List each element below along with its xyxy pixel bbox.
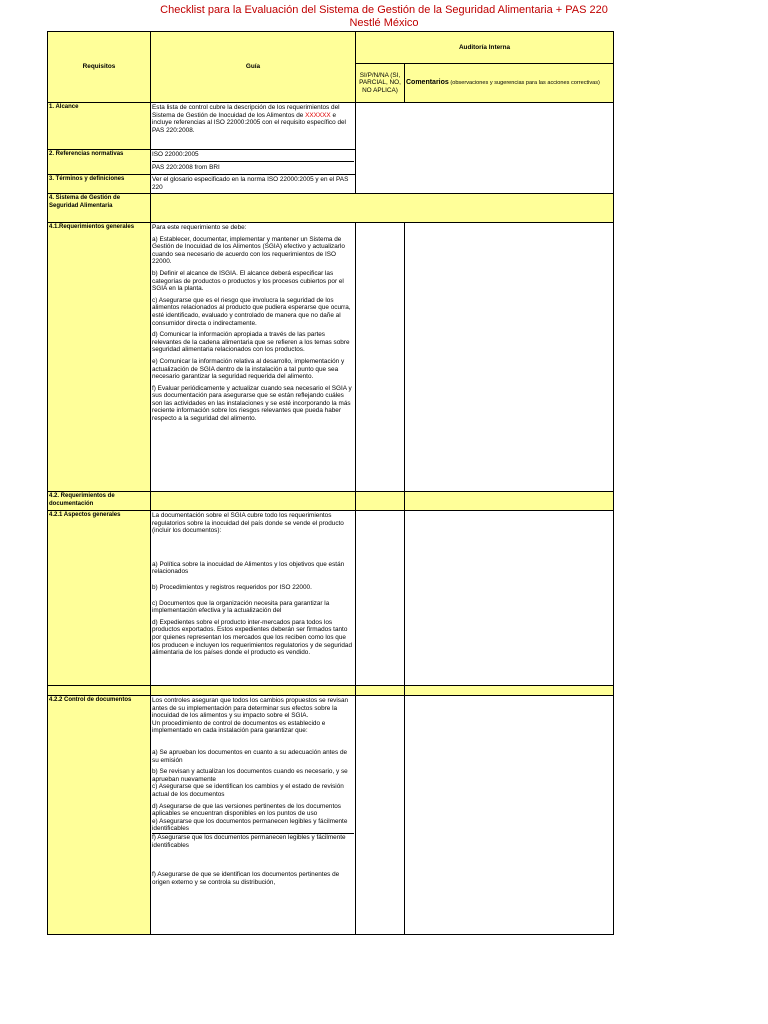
req-sistema: 4. Sistema de Gestión de Seguridad Alimentaria xyxy=(48,194,151,223)
req-control: 4.2.2 Control de documentos xyxy=(48,696,151,935)
comments-aspectos[interactable] xyxy=(405,511,614,686)
header-guia: Guía xyxy=(151,32,356,103)
guide-referencias xyxy=(151,150,356,175)
aspectos-spacer-comments xyxy=(405,686,614,696)
ref-pas: PAS 220:2008 from BRI xyxy=(152,163,220,171)
guide-control-d: d) Asegurarse de que las versiones pertinentes de los documentos aplicables se encuentran disponibles en los puntos de uso xyxy=(152,802,341,818)
guide-terminos: Ver el glosario especificado en la norma ISO 22000:2005 y en el PAS 220 xyxy=(151,175,356,194)
guide-control xyxy=(151,696,356,935)
ref-iso: ISO 22000:2005 xyxy=(152,151,354,162)
documentacion-band xyxy=(151,492,356,511)
req-terminos: 3. Términos y definiciones xyxy=(48,175,151,194)
req-alcance: 1. Alcance xyxy=(48,103,151,150)
comentarios-note: (observaciones y sugerencias para las acciones correctivas) xyxy=(448,79,600,86)
guide-control-b: b) Se revisan y actualizan los documentos cuando es necesario, y se aprueban nuevamente xyxy=(152,768,348,783)
company-placeholder: XXXXXX xyxy=(305,111,331,119)
guide-alcance-a: Esta lista de control cubre la descripción de los requerimientos del Sistema de Gestión de Inocuidad de los Alimentos de xyxy=(152,104,340,119)
title-line-2: Nestlé México xyxy=(349,17,419,29)
guide-control-c: c) Asegurarse que se identifican los cambios y el estado de revisión actual de los documentos xyxy=(152,783,344,798)
header-comentarios xyxy=(405,63,614,102)
guide-control-procedure: Un procedimiento de control de documentos es establecido e implementado en cada instalación para garantizar que: xyxy=(152,719,326,735)
guide-aspectos-c: c) Documentos que la organización necesita para garantizar la implementación efectiva y la actualización del xyxy=(152,599,330,615)
guide-generales-intro: Para este requerimiento se debe: xyxy=(152,224,247,231)
checklist-table xyxy=(47,31,614,935)
document-title xyxy=(0,4,768,30)
guide-aspectos-intro: La documentación sobre el SGIA cubre todo los requerimientos regulatorios sobre la inocuidad del país donde se vende el producto (incluir los documentos): xyxy=(152,512,344,535)
guide-alcance-b: e incluye referencias al ISO 22000:2005 con el requisito específico del PAS 220:2008. xyxy=(152,111,346,134)
guide-generales-a: a) Establecer, documentar, implementar y mantener un Sistema de Gestión de Inocuidad de los Alimentos (SGIA) efectivo y actualizarlo cuando sea necesario de acuerdo con los requerimientos de ISO 22000. xyxy=(152,235,345,266)
title-line-1: Checklist para la Evaluación del Sistema de Gestión de la Seguridad Alimentaria + PAS 220 xyxy=(160,4,608,16)
comments-generales[interactable] xyxy=(405,223,614,492)
req-aspectos-spacer xyxy=(48,686,151,696)
guide-aspectos-d: d) Expedientes sobre el producto inter-mercados para todos los productos exportados. Estos expedientes deberán ser firmados tanto por quienes representan los mercados que los reciben como los que los producen e incluyen los requerimientos regulatorios y de seguridad alimentaria de los países donde el producto es vendido. xyxy=(152,618,353,657)
guide-control-e: e) Asegurarse que los documentos permanecen legibles y fácilmente identificables xyxy=(152,818,354,834)
guide-control-f: f) Asegurarse que los documentos permanecen legibles y fácilmente identificables xyxy=(152,833,346,849)
req-referencias: 2. Referencias normativas xyxy=(48,150,151,175)
req-aspectos: 4.2.1 Aspectos generales xyxy=(48,511,151,686)
header-status: SI/P/N/NA (SI, PARCIAL, NO, NO APLICA) xyxy=(356,63,405,102)
req-documentacion: 4.2. Requerimientos de documentación xyxy=(48,492,151,511)
aspectos-spacer-status xyxy=(356,686,405,696)
guide-control-intro: Los controles aseguran que todos los cambios propuestos se revisan antes de su implementación para determinar sus efectos sobre la inocuidad de los alimentos y su impacto sobre el SGIA. xyxy=(152,697,349,720)
guide-aspectos-a: a) Política sobre la inocuidad de Alimentos y los objetivos que están relacionados xyxy=(152,560,345,576)
guide-generales-b: b) Definir el alcance de ISGIA. El alcance deberá especificar las categorías de productos o productos y los procesos cubiertos por el SGIA en la planta. xyxy=(152,269,344,293)
status-aspectos[interactable] xyxy=(356,511,405,686)
guide-generales xyxy=(151,223,356,492)
guide-generales-f: f) Evaluar periódicamente y actualizar cuando sea necesario el SGIA y sus documentación para asegurarse que se están reflejando cuáles son las actividades en las instalaciones y se esté incorporando la más reciente información sobre los riesgos relevantes que pueda haber respecto a la seguridad del alimento. xyxy=(152,384,352,423)
documentacion-status xyxy=(356,492,405,511)
guide-generales-c: c) Asegurarse que es el riesgo que involucra la seguridad de los alimentos relacionados al producto que pudiera esperarse que ocurra, esté identificado, evaluado y controlado de manera que no dañe al consumidor directa o indirectamente. xyxy=(152,296,351,327)
sistema-band xyxy=(151,194,614,223)
audit-blank-top xyxy=(356,103,614,194)
req-generales: 4.1.Requerimientos generales xyxy=(48,223,151,492)
status-control[interactable] xyxy=(356,696,405,935)
header-auditoria: Auditoría Interna xyxy=(356,32,614,64)
comentarios-label: Comentarios xyxy=(406,78,449,86)
guide-aspectos xyxy=(151,511,356,686)
guide-control-a: a) Se aprueban los documentos en cuanto a su adecuación antes de su emisión xyxy=(152,748,348,764)
header-requisitos: Requisitos xyxy=(48,32,151,103)
documentacion-comments xyxy=(405,492,614,511)
comments-control[interactable] xyxy=(405,696,614,935)
guide-alcance xyxy=(151,103,356,150)
guide-generales-e: e) Comunicar la información relativa al desarrollo, implementación y actualización de SGIA dentro de la instalación a tal punto que sea necesario garantizar la seguridad requerida del alimento. xyxy=(152,357,345,381)
guide-generales-d: d) Comunicar la información apropiada a través de las partes relevantes de la cadena alimentaria que se refieren a los temas sobre seguridad alimentaria relacionados con los productos. xyxy=(152,331,350,354)
aspectos-spacer-band xyxy=(151,686,356,696)
guide-control-g: f) Asegurarse de que se identifican los documentos pertinentes de origen externo y se controla su distribución, xyxy=(152,871,340,886)
guide-aspectos-b: b) Procedimientos y registros requeridos por ISO 22000. xyxy=(152,583,312,591)
status-generales[interactable] xyxy=(356,223,405,492)
